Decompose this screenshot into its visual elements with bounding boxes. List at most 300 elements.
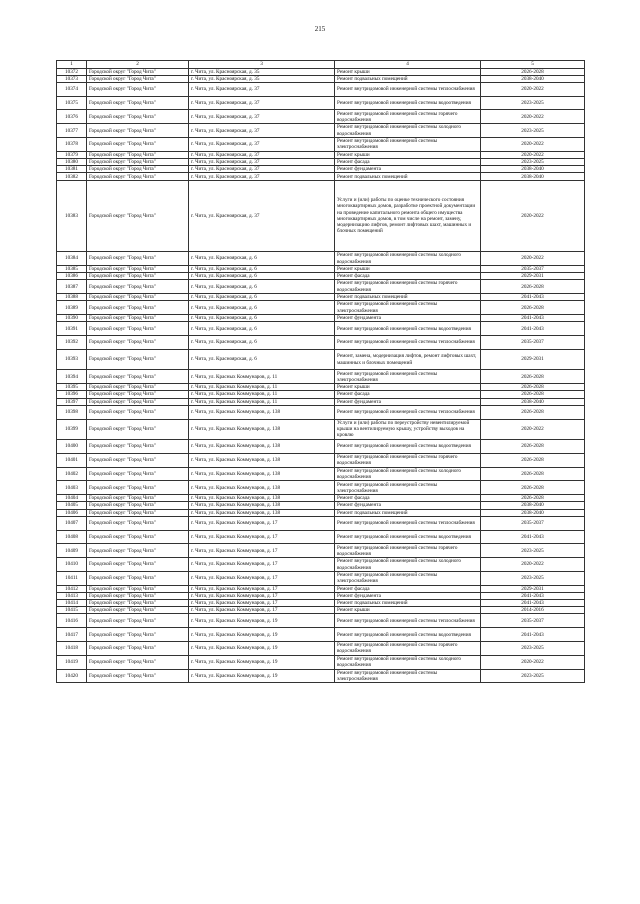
owner-cell: Городской округ "Город Чита" bbox=[87, 252, 189, 266]
address-cell: г. Чита, ул. Красных Коммунаров, д. 138 bbox=[189, 509, 335, 516]
table-row bbox=[57, 481, 585, 495]
owner-cell: Городской округ "Город Чита" bbox=[87, 530, 189, 544]
address-cell: г. Чита, ул. Красных Коммунаров, д. 19 bbox=[189, 642, 335, 656]
period-cell: 2035-2037 bbox=[481, 336, 585, 350]
row-number-cell: 10375 bbox=[57, 96, 87, 110]
work-type-cell: Ремонт внутридомовой инженерной системы электроснабжения bbox=[335, 301, 481, 315]
work-type-cell: Ремонт фундамента bbox=[335, 592, 481, 599]
table-row bbox=[57, 453, 585, 467]
table-row bbox=[57, 124, 585, 138]
owner-cell: Городской округ "Город Чита" bbox=[87, 322, 189, 336]
table-row bbox=[57, 585, 585, 592]
row-number-cell: 10401 bbox=[57, 453, 87, 467]
table-row bbox=[57, 530, 585, 544]
work-type-cell: Ремонт внутридомовой инженерной системы холодного водоснабжения bbox=[335, 124, 481, 138]
work-type-cell: Ремонт внутридомовой инженерной системы горячего водоснабжения bbox=[335, 544, 481, 558]
row-number-cell: 10379 bbox=[57, 151, 87, 158]
table-row bbox=[57, 294, 585, 301]
period-cell: 2023-2025 bbox=[481, 544, 585, 558]
period-cell: 2041-2043 bbox=[481, 592, 585, 599]
row-number-cell: 10387 bbox=[57, 280, 87, 294]
period-cell: 2038-2040 bbox=[481, 502, 585, 509]
work-type-cell: Ремонт внутридомовой инженерной системы горячего водоснабжения bbox=[335, 110, 481, 124]
table-row bbox=[57, 509, 585, 516]
table-row bbox=[57, 614, 585, 628]
address-cell: г. Чита, ул. Красных Коммунаров, д. 17 bbox=[189, 544, 335, 558]
row-number-cell: 10380 bbox=[57, 159, 87, 166]
period-cell: 2026-2028 bbox=[481, 467, 585, 481]
row-number-cell: 10378 bbox=[57, 138, 87, 152]
work-type-cell: Ремонт внутридомовой инженерной системы теплоснабжения bbox=[335, 516, 481, 530]
table-row bbox=[57, 322, 585, 336]
owner-cell: Городской округ "Город Чита" bbox=[87, 301, 189, 315]
address-cell: г. Чита, ул. Красноярская, д. 6 bbox=[189, 273, 335, 280]
row-number-cell: 10418 bbox=[57, 642, 87, 656]
row-number-cell: 10388 bbox=[57, 294, 87, 301]
address-cell: г. Чита, ул. Красных Коммунаров, д. 138 bbox=[189, 481, 335, 495]
table-row bbox=[57, 384, 585, 391]
table-row bbox=[57, 96, 585, 110]
address-cell: г. Чита, ул. Красноярская, д. 37 bbox=[189, 124, 335, 138]
capital-repair-table bbox=[56, 60, 585, 683]
row-number-cell: 10398 bbox=[57, 405, 87, 419]
table-row bbox=[57, 75, 585, 82]
work-type-cell: Ремонт внутридомовой инженерной системы электроснабжения bbox=[335, 138, 481, 152]
work-type-cell: Ремонт фасада bbox=[335, 159, 481, 166]
work-type-cell: Ремонт подвальных помещений bbox=[335, 75, 481, 82]
work-type-cell: Услуги и (или) работы по переустройству невентилируемой крыши на вентилируемую крышу, устройству выходов на кровлю bbox=[335, 419, 481, 440]
period-cell: 2041-2043 bbox=[481, 600, 585, 607]
work-type-cell: Ремонт фундамента bbox=[335, 166, 481, 173]
address-cell: г. Чита, ул. Красных Коммунаров, д. 19 bbox=[189, 669, 335, 683]
owner-cell: Городской округ "Город Чита" bbox=[87, 669, 189, 683]
row-number-cell: 10390 bbox=[57, 315, 87, 322]
work-type-cell: Ремонт внутридомовой инженерной системы водоотведения bbox=[335, 96, 481, 110]
work-type-cell: Ремонт внутридомовой инженерной системы теплоснабжения bbox=[335, 82, 481, 96]
period-cell: 2029-2031 bbox=[481, 273, 585, 280]
period-cell: 2020-2022 bbox=[481, 110, 585, 124]
row-number-cell: 10376 bbox=[57, 110, 87, 124]
work-type-cell: Ремонт внутридомовой инженерной системы водоотведения bbox=[335, 530, 481, 544]
owner-cell: Городской округ "Город Чита" bbox=[87, 419, 189, 440]
owner-cell: Городской округ "Город Чита" bbox=[87, 166, 189, 173]
period-cell: 2029-2031 bbox=[481, 349, 585, 370]
period-cell: 2020-2022 bbox=[481, 419, 585, 440]
row-number-cell: 10394 bbox=[57, 370, 87, 384]
table-row bbox=[57, 301, 585, 315]
period-cell: 2026-2028 bbox=[481, 301, 585, 315]
row-number-cell: 10395 bbox=[57, 384, 87, 391]
owner-cell: Городской округ "Город Чита" bbox=[87, 151, 189, 158]
work-type-cell: Ремонт крыши bbox=[335, 384, 481, 391]
address-cell: г. Чита, ул. Красных Коммунаров, д. 17 bbox=[189, 516, 335, 530]
owner-cell: Городской округ "Город Чита" bbox=[87, 655, 189, 669]
work-type-cell: Ремонт внутридомовой инженерной системы теплоснабжения bbox=[335, 614, 481, 628]
owner-cell: Городской округ "Город Чита" bbox=[87, 96, 189, 110]
period-cell: 2020-2022 bbox=[481, 558, 585, 572]
table-row bbox=[57, 349, 585, 370]
table-row bbox=[57, 252, 585, 266]
owner-cell: Городской округ "Город Чита" bbox=[87, 173, 189, 180]
owner-cell: Городской округ "Город Чита" bbox=[87, 398, 189, 405]
owner-cell: Городской округ "Город Чита" bbox=[87, 440, 189, 454]
table-row bbox=[57, 315, 585, 322]
period-cell: 2026-2028 bbox=[481, 481, 585, 495]
period-cell: 2026-2028 bbox=[481, 280, 585, 294]
address-cell: г. Чита, ул. Красных Коммунаров, д. 138 bbox=[189, 419, 335, 440]
address-cell: г. Чита, ул. Красноярская, д. 37 bbox=[189, 166, 335, 173]
address-cell: г. Чита, ул. Красноярская, д. 37 bbox=[189, 180, 335, 252]
period-cell: 2038-2040 bbox=[481, 398, 585, 405]
address-cell: г. Чита, ул. Красных Коммунаров, д. 17 bbox=[189, 530, 335, 544]
address-cell: г. Чита, ул. Красных Коммунаров, д. 19 bbox=[189, 655, 335, 669]
row-number-cell: 10385 bbox=[57, 265, 87, 272]
period-cell: 2023-2025 bbox=[481, 159, 585, 166]
row-number-cell: 10405 bbox=[57, 502, 87, 509]
row-number-cell: 10407 bbox=[57, 516, 87, 530]
table-row bbox=[57, 265, 585, 272]
table-row bbox=[57, 336, 585, 350]
row-number-cell: 10414 bbox=[57, 600, 87, 607]
address-cell: г. Чита, ул. Красных Коммунаров, д. 138 bbox=[189, 440, 335, 454]
address-cell: г. Чита, ул. Красноярская, д. 37 bbox=[189, 110, 335, 124]
work-type-cell: Ремонт подвальных помещений bbox=[335, 600, 481, 607]
owner-cell: Городской округ "Город Чита" bbox=[87, 607, 189, 614]
address-cell: г. Чита, ул. Красных Коммунаров, д. 138 bbox=[189, 467, 335, 481]
period-cell: 2035-2037 bbox=[481, 516, 585, 530]
owner-cell: Городской округ "Город Чита" bbox=[87, 453, 189, 467]
work-type-cell: Ремонт крыши bbox=[335, 68, 481, 75]
work-type-cell: Ремонт внутридомовой инженерной системы водоотведения bbox=[335, 440, 481, 454]
period-cell: 2020-2022 bbox=[481, 138, 585, 152]
address-cell: г. Чита, ул. Красных Коммунаров, д. 11 bbox=[189, 391, 335, 398]
table-row bbox=[57, 68, 585, 75]
work-type-cell: Ремонт фундамента bbox=[335, 398, 481, 405]
period-cell: 2026-2028 bbox=[481, 453, 585, 467]
row-number-cell: 10415 bbox=[57, 607, 87, 614]
owner-cell: Городской округ "Город Чита" bbox=[87, 628, 189, 642]
address-cell: г. Чита, ул. Красноярская, д. 35 bbox=[189, 75, 335, 82]
work-type-cell: Ремонт фасада bbox=[335, 585, 481, 592]
row-number-cell: 10374 bbox=[57, 82, 87, 96]
table-header-row bbox=[57, 61, 585, 69]
work-type-cell: Ремонт фасада bbox=[335, 391, 481, 398]
table-row bbox=[57, 138, 585, 152]
column-header-period: 5 bbox=[481, 61, 585, 69]
row-number-cell: 10403 bbox=[57, 481, 87, 495]
work-type-cell: Ремонт подвальных помещений bbox=[335, 173, 481, 180]
column-header-work: 4 bbox=[335, 61, 481, 69]
work-type-cell: Ремонт внутридомовой инженерной системы электроснабжения bbox=[335, 481, 481, 495]
period-cell: 2041-2043 bbox=[481, 294, 585, 301]
address-cell: г. Чита, ул. Красных Коммунаров, д. 11 bbox=[189, 384, 335, 391]
address-cell: г. Чита, ул. Красноярская, д. 6 bbox=[189, 265, 335, 272]
period-cell: 2020-2022 bbox=[481, 151, 585, 158]
owner-cell: Городской округ "Город Чита" bbox=[87, 467, 189, 481]
period-cell: 2035-2037 bbox=[481, 265, 585, 272]
row-number-cell: 10396 bbox=[57, 391, 87, 398]
address-cell: г. Чита, ул. Красноярская, д. 6 bbox=[189, 301, 335, 315]
row-number-cell: 10399 bbox=[57, 419, 87, 440]
table-row bbox=[57, 151, 585, 158]
table-row bbox=[57, 502, 585, 509]
period-cell: 2029-2031 bbox=[481, 585, 585, 592]
work-type-cell: Ремонт подвальных помещений bbox=[335, 509, 481, 516]
period-cell: 2020-2022 bbox=[481, 82, 585, 96]
table-row bbox=[57, 467, 585, 481]
period-cell: 2023-2025 bbox=[481, 124, 585, 138]
work-type-cell: Ремонт внутридомовой инженерной системы холодного водоснабжения bbox=[335, 467, 481, 481]
address-cell: г. Чита, ул. Красноярская, д. 6 bbox=[189, 322, 335, 336]
owner-cell: Городской округ "Город Чита" bbox=[87, 68, 189, 75]
period-cell: 2020-2022 bbox=[481, 655, 585, 669]
owner-cell: Городской округ "Город Чита" bbox=[87, 614, 189, 628]
owner-cell: Городской округ "Город Чита" bbox=[87, 349, 189, 370]
row-number-cell: 10406 bbox=[57, 509, 87, 516]
row-number-cell: 10373 bbox=[57, 75, 87, 82]
work-type-cell: Ремонт внутридомовой инженерной системы горячего водоснабжения bbox=[335, 280, 481, 294]
period-cell: 2026-2028 bbox=[481, 440, 585, 454]
table-row bbox=[57, 405, 585, 419]
address-cell: г. Чита, ул. Красных Коммунаров, д. 19 bbox=[189, 614, 335, 628]
table-row bbox=[57, 419, 585, 440]
address-cell: г. Чита, ул. Красноярская, д. 6 bbox=[189, 280, 335, 294]
table-row bbox=[57, 440, 585, 454]
address-cell: г. Чита, ул. Красных Коммунаров, д. 17 bbox=[189, 592, 335, 599]
address-cell: г. Чита, ул. Красных Коммунаров, д. 138 bbox=[189, 495, 335, 502]
table-row bbox=[57, 607, 585, 614]
owner-cell: Городской округ "Город Чита" bbox=[87, 384, 189, 391]
row-number-cell: 10412 bbox=[57, 585, 87, 592]
row-number-cell: 10397 bbox=[57, 398, 87, 405]
period-cell: 2038-2040 bbox=[481, 75, 585, 82]
work-type-cell: Ремонт внутридомовой инженерной системы водоотведения bbox=[335, 322, 481, 336]
row-number-cell: 10400 bbox=[57, 440, 87, 454]
address-cell: г. Чита, ул. Красноярская, д. 35 bbox=[189, 68, 335, 75]
table-row bbox=[57, 600, 585, 607]
address-cell: г. Чита, ул. Красных Коммунаров, д. 17 bbox=[189, 600, 335, 607]
table-row bbox=[57, 173, 585, 180]
address-cell: г. Чита, ул. Красных Коммунаров, д. 17 bbox=[189, 607, 335, 614]
address-cell: г. Чита, ул. Красноярская, д. 37 bbox=[189, 82, 335, 96]
period-cell: 2026-2028 bbox=[481, 384, 585, 391]
table-row bbox=[57, 592, 585, 599]
address-cell: г. Чита, ул. Красноярская, д. 6 bbox=[189, 336, 335, 350]
row-number-cell: 10391 bbox=[57, 322, 87, 336]
owner-cell: Городской округ "Город Чита" bbox=[87, 481, 189, 495]
period-cell: 2023-2025 bbox=[481, 642, 585, 656]
owner-cell: Городской округ "Город Чита" bbox=[87, 138, 189, 152]
row-number-cell: 10389 bbox=[57, 301, 87, 315]
period-cell: 2041-2043 bbox=[481, 628, 585, 642]
owner-cell: Городской округ "Город Чита" bbox=[87, 585, 189, 592]
period-cell: 2023-2025 bbox=[481, 96, 585, 110]
owner-cell: Городской округ "Город Чита" bbox=[87, 294, 189, 301]
owner-cell: Городской округ "Город Чита" bbox=[87, 280, 189, 294]
row-number-cell: 10384 bbox=[57, 252, 87, 266]
address-cell: г. Чита, ул. Красноярская, д. 37 bbox=[189, 151, 335, 158]
address-cell: г. Чита, ул. Красноярская, д. 6 bbox=[189, 294, 335, 301]
work-type-cell: Ремонт подвальных помещений bbox=[335, 294, 481, 301]
work-type-cell: Ремонт внутридомовой инженерной системы электроснабжения bbox=[335, 669, 481, 683]
address-cell: г. Чита, ул. Красных Коммунаров, д. 138 bbox=[189, 502, 335, 509]
owner-cell: Городской округ "Город Чита" bbox=[87, 315, 189, 322]
table-row bbox=[57, 628, 585, 642]
work-type-cell: Ремонт внутридомовой инженерной системы электроснабжения bbox=[335, 370, 481, 384]
address-cell: г. Чита, ул. Красных Коммунаров, д. 11 bbox=[189, 370, 335, 384]
period-cell: 2041-2043 bbox=[481, 322, 585, 336]
period-cell: 2026-2028 bbox=[481, 391, 585, 398]
owner-cell: Городской округ "Город Чита" bbox=[87, 642, 189, 656]
address-cell: г. Чита, ул. Красноярская, д. 6 bbox=[189, 252, 335, 266]
address-cell: г. Чита, ул. Красных Коммунаров, д. 11 bbox=[189, 398, 335, 405]
row-number-cell: 10420 bbox=[57, 669, 87, 683]
owner-cell: Городской округ "Город Чита" bbox=[87, 336, 189, 350]
period-cell: 2038-2040 bbox=[481, 509, 585, 516]
work-type-cell: Ремонт фасада bbox=[335, 273, 481, 280]
table-row bbox=[57, 273, 585, 280]
table-row bbox=[57, 642, 585, 656]
work-type-cell: Ремонт фасада bbox=[335, 495, 481, 502]
owner-cell: Городской округ "Город Чита" bbox=[87, 592, 189, 599]
table-row bbox=[57, 280, 585, 294]
work-type-cell: Ремонт внутридомовой инженерной системы горячего водоснабжения bbox=[335, 642, 481, 656]
work-type-cell: Ремонт фундамента bbox=[335, 502, 481, 509]
period-cell: 2014-2016 bbox=[481, 607, 585, 614]
column-header-number: 1 bbox=[57, 61, 87, 69]
work-type-cell: Ремонт крыши bbox=[335, 607, 481, 614]
table-row bbox=[57, 495, 585, 502]
address-cell: г. Чита, ул. Красных Коммунаров, д. 138 bbox=[189, 405, 335, 419]
address-cell: г. Чита, ул. Красноярская, д. 6 bbox=[189, 349, 335, 370]
period-cell: 2023-2025 bbox=[481, 571, 585, 585]
owner-cell: Городской округ "Город Чита" bbox=[87, 600, 189, 607]
table-row bbox=[57, 669, 585, 683]
period-cell: 2026-2028 bbox=[481, 405, 585, 419]
address-cell: г. Чита, ул. Красных Коммунаров, д. 19 bbox=[189, 628, 335, 642]
address-cell: г. Чита, ул. Красноярская, д. 37 bbox=[189, 159, 335, 166]
row-number-cell: 10392 bbox=[57, 336, 87, 350]
row-number-cell: 10413 bbox=[57, 592, 87, 599]
owner-cell: Городской округ "Город Чита" bbox=[87, 502, 189, 509]
row-number-cell: 10410 bbox=[57, 558, 87, 572]
table-row bbox=[57, 159, 585, 166]
table-row bbox=[57, 110, 585, 124]
table-body bbox=[57, 68, 585, 683]
address-cell: г. Чита, ул. Красноярская, д. 37 bbox=[189, 138, 335, 152]
owner-cell: Городской округ "Город Чита" bbox=[87, 405, 189, 419]
address-cell: г. Чита, ул. Красноярская, д. 6 bbox=[189, 315, 335, 322]
row-number-cell: 10416 bbox=[57, 614, 87, 628]
table-row bbox=[57, 516, 585, 530]
table-row bbox=[57, 180, 585, 252]
address-cell: г. Чита, ул. Красных Коммунаров, д. 17 bbox=[189, 558, 335, 572]
work-type-cell: Ремонт внутридомовой инженерной системы холодного водоснабжения bbox=[335, 252, 481, 266]
owner-cell: Городской округ "Город Чита" bbox=[87, 180, 189, 252]
address-cell: г. Чита, ул. Красноярская, д. 37 bbox=[189, 173, 335, 180]
row-number-cell: 10393 bbox=[57, 349, 87, 370]
period-cell: 2020-2022 bbox=[481, 180, 585, 252]
work-type-cell: Ремонт крыши bbox=[335, 151, 481, 158]
row-number-cell: 10408 bbox=[57, 530, 87, 544]
address-cell: г. Чита, ул. Красных Коммунаров, д. 17 bbox=[189, 585, 335, 592]
row-number-cell: 10417 bbox=[57, 628, 87, 642]
period-cell: 2026-2028 bbox=[481, 68, 585, 75]
row-number-cell: 10381 bbox=[57, 166, 87, 173]
row-number-cell: 10386 bbox=[57, 273, 87, 280]
row-number-cell: 10411 bbox=[57, 571, 87, 585]
owner-cell: Городской округ "Город Чита" bbox=[87, 509, 189, 516]
owner-cell: Городской округ "Город Чита" bbox=[87, 265, 189, 272]
row-number-cell: 10409 bbox=[57, 544, 87, 558]
table-row bbox=[57, 166, 585, 173]
page-number: 215 bbox=[314, 25, 326, 33]
column-header-owner: 2 bbox=[87, 61, 189, 69]
work-type-cell: Ремонт внутридомовой инженерной системы горячего водоснабжения bbox=[335, 453, 481, 467]
address-cell: г. Чита, ул. Красных Коммунаров, д. 138 bbox=[189, 453, 335, 467]
period-cell: 2035-2037 bbox=[481, 614, 585, 628]
row-number-cell: 10402 bbox=[57, 467, 87, 481]
row-number-cell: 10377 bbox=[57, 124, 87, 138]
owner-cell: Городской округ "Город Чита" bbox=[87, 370, 189, 384]
table-row bbox=[57, 558, 585, 572]
row-number-cell: 10372 bbox=[57, 68, 87, 75]
table-row bbox=[57, 398, 585, 405]
owner-cell: Городской округ "Город Чита" bbox=[87, 558, 189, 572]
row-number-cell: 10404 bbox=[57, 495, 87, 502]
work-type-cell: Ремонт внутридомовой инженерной системы теплоснабжения bbox=[335, 405, 481, 419]
work-type-cell: Ремонт фундамента bbox=[335, 315, 481, 322]
owner-cell: Городской округ "Город Чита" bbox=[87, 273, 189, 280]
owner-cell: Городской округ "Город Чита" bbox=[87, 82, 189, 96]
period-cell: 2041-2043 bbox=[481, 530, 585, 544]
table-row bbox=[57, 571, 585, 585]
owner-cell: Городской округ "Город Чита" bbox=[87, 159, 189, 166]
address-cell: г. Чита, ул. Красных Коммунаров, д. 17 bbox=[189, 571, 335, 585]
work-type-cell: Ремонт внутридомовой инженерной системы теплоснабжения bbox=[335, 336, 481, 350]
period-cell: 2038-2040 bbox=[481, 173, 585, 180]
table-row bbox=[57, 655, 585, 669]
owner-cell: Городской округ "Город Чита" bbox=[87, 391, 189, 398]
owner-cell: Городской округ "Город Чита" bbox=[87, 544, 189, 558]
table-row bbox=[57, 544, 585, 558]
work-type-cell: Услуги и (или) работы по оценке технического состояния многоквартирных домов, разработке проектной документации на проведение капитального ремонта общего имущества многоквартирных домов, в том числе на ремонт, замену, модернизацию лифтов, ремонт лифтовых шахт, машинных и блочных помещений bbox=[335, 180, 481, 252]
table-row bbox=[57, 391, 585, 398]
row-number-cell: 10419 bbox=[57, 655, 87, 669]
work-type-cell: Ремонт внутридомовой инженерной системы холодного водоснабжения bbox=[335, 655, 481, 669]
owner-cell: Городской округ "Город Чита" bbox=[87, 124, 189, 138]
work-type-cell: Ремонт крыши bbox=[335, 265, 481, 272]
owner-cell: Городской округ "Город Чита" bbox=[87, 495, 189, 502]
work-type-cell: Ремонт, замена, модернизация лифтов, ремонт лифтовых шахт, машинных и блочных помещений bbox=[335, 349, 481, 370]
row-number-cell: 10383 bbox=[57, 180, 87, 252]
owner-cell: Городской округ "Город Чита" bbox=[87, 516, 189, 530]
address-cell: г. Чита, ул. Красноярская, д. 37 bbox=[189, 96, 335, 110]
period-cell: 2020-2022 bbox=[481, 252, 585, 266]
work-type-cell: Ремонт внутридомовой инженерной системы холодного водоснабжения bbox=[335, 558, 481, 572]
period-cell: 2038-2040 bbox=[481, 166, 585, 173]
column-header-address: 3 bbox=[189, 61, 335, 69]
period-cell: 2041-2043 bbox=[481, 315, 585, 322]
owner-cell: Городской округ "Город Чита" bbox=[87, 110, 189, 124]
owner-cell: Городской округ "Город Чита" bbox=[87, 571, 189, 585]
table-row bbox=[57, 370, 585, 384]
row-number-cell: 10382 bbox=[57, 173, 87, 180]
owner-cell: Городской округ "Город Чита" bbox=[87, 75, 189, 82]
period-cell: 2023-2025 bbox=[481, 669, 585, 683]
period-cell: 2026-2028 bbox=[481, 370, 585, 384]
table-row bbox=[57, 82, 585, 96]
